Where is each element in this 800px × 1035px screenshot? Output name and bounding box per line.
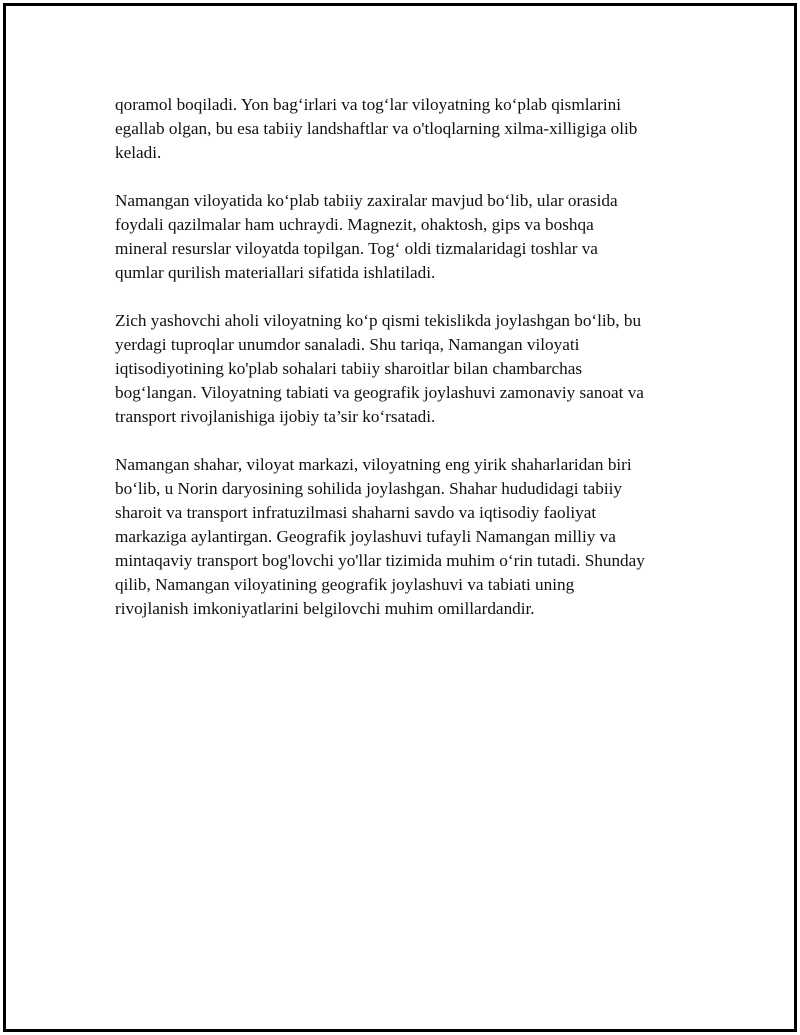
paragraph: Namangan shahar, viloyat markazi, viloyatning eng yirik shaharlaridan biri bo‘lib, u Norin daryosining sohilida joylashgan. Shahar hududidagi tabiiy sharoit va transport infratuzilmasi shaharni savdo va iqtisodiy faoliyat markaziga aylantirgan. Geografik joylashuvi tufayli Namangan milliy va mintaqaviy transport bog'lovchi yo'llar tizimida muhim o‘rin tutadi. Shunday qilib, Namangan viloyatining geografik joylashuvi va tabiati uning rivojlanish imkoniyatlarini belgilovchi muhim omillardandir. xyxy=(115,455,645,618)
paragraph: Namangan viloyatida ko‘plab tabiiy zaxiralar mavjud bo‘lib, ular orasida foydali qazilmalar ham uchraydi. Magnezit, ohaktosh, gips va boshqa mineral resurslar viloyatda topilgan. Tog‘ oldi tizmalaridagi toshlar va qumlar qurilish materiallari sifatida ishlatiladi. xyxy=(115,191,618,282)
paragraph: qoramol boqiladi. Yon bag‘irlari va tog‘lar viloyatning ko‘plab qismlarini egallab olgan, bu esa tabiiy landshaftlar va o'tloqlarning xilma-xilligiga olib keladi. xyxy=(115,95,638,162)
paragraph: Zich yashovchi aholi viloyatning ko‘p qismi tekislikda joylashgan bo‘lib, bu yerdagi tuproqlar unumdor sanaladi. Shu tariqa, Namangan viloyati iqtisodiyotining ko'plab sohalari tabiiy sharoitlar bilan chambarchas bog‘langan. Viloyatning tabiati va geografik joylashuvi zamonaviy sanoat va transport rivojlanishiga ijobiy ta’sir ko‘rsatadi. xyxy=(115,311,644,426)
document-body xyxy=(115,93,690,645)
